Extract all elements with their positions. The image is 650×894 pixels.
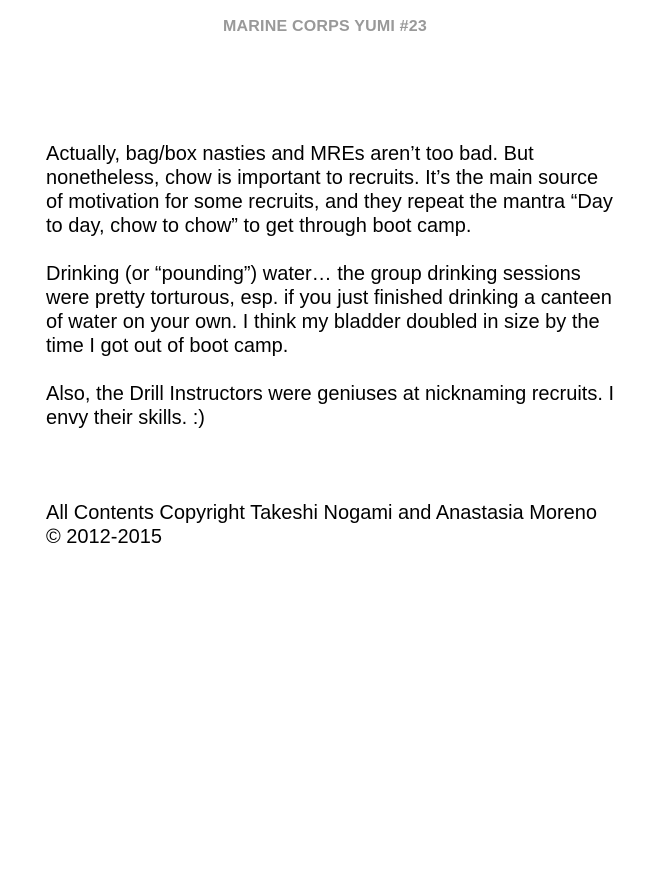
paragraph-chow: Actually, bag/box nasties and MREs aren’t too bad. But nonetheless, chow is important to recruits. It’s the main source of motivation for some recruits, and they repeat the mantra “Day to day, chow to chow” to get through boot camp.: [46, 143, 613, 237]
copyright-notice: [46, 501, 616, 549]
paragraph-water: Drinking (or “pounding”) water… the group drinking sessions were pretty torturous, esp. if you just finished drinking a canteen of water on your own. I think my bladder doubled in size by the time I got out of boot camp.: [46, 263, 612, 357]
body-text: [46, 142, 616, 454]
page-title: MARINE CORPS YUMI #23: [223, 18, 427, 35]
paragraph-nicknames: Also, the Drill Instructors were geniuses at nicknaming recruits. I envy their skills. :): [46, 383, 614, 429]
copyright-text: All Contents Copyright Takeshi Nogami and Anastasia Moreno © 2012-2015: [46, 502, 598, 548]
